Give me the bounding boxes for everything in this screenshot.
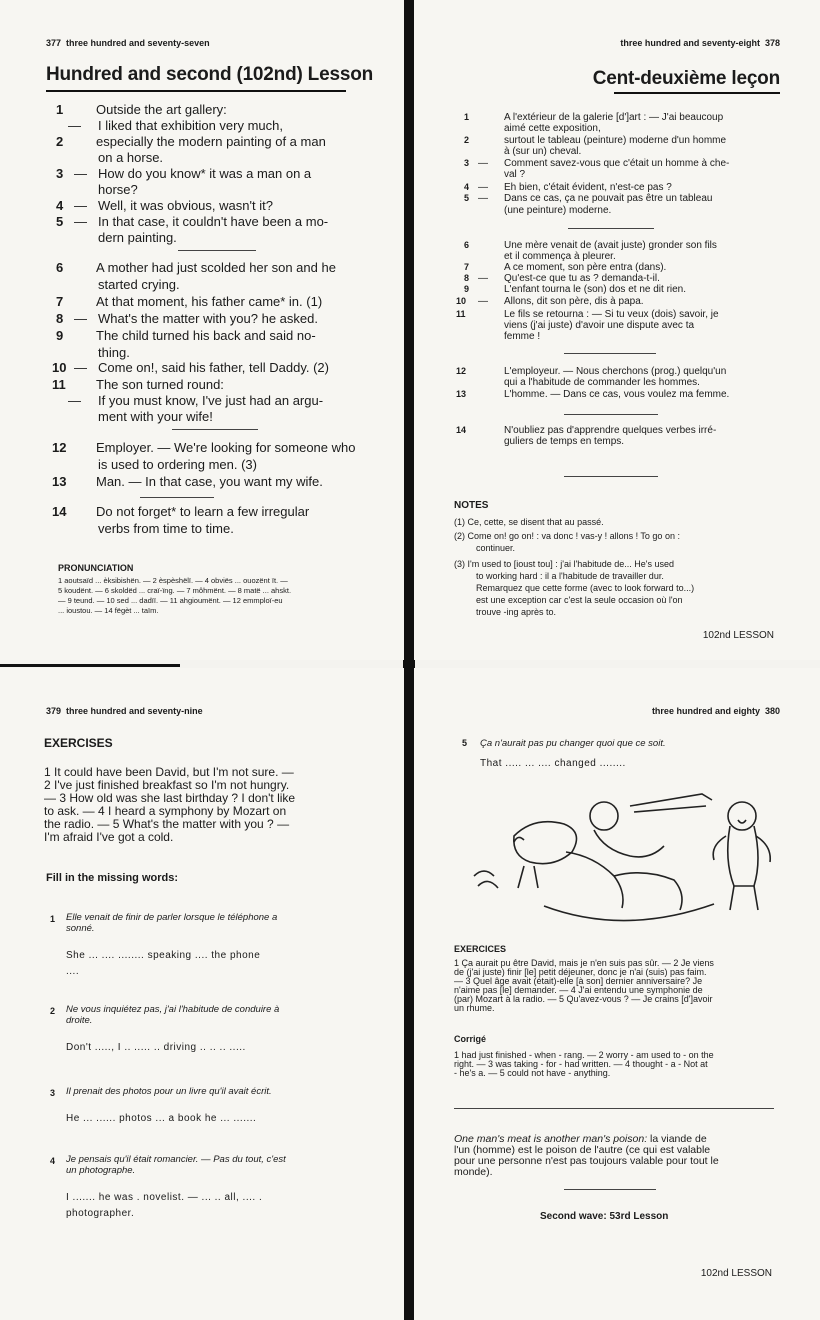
line-number: 5: [464, 193, 470, 203]
pronunciation-line: 5 koudënt. — 6 skoldëd ... craï-ïng. — 7 môhmënt. — 8 matë ... ahskt.: [58, 586, 292, 595]
exercice-line: — 3 Quel âge avait (était)-elle [à son] dernier anniversaire? Je: [454, 976, 703, 986]
item-question: Elle venait de finir de parler lorsque le téléphone a: [66, 912, 278, 923]
section-divider: [568, 228, 654, 229]
dialogue-line: aimé cette exposition,: [504, 123, 601, 134]
dialogue-line: started crying.: [98, 277, 180, 292]
line-number: 4: [56, 198, 64, 213]
item-number: 2: [50, 1006, 56, 1016]
line-number: 11: [456, 309, 466, 319]
page-footer: 102nd LESSON: [702, 630, 774, 641]
exercise-line: 1 It could have been David, but I'm not sure. —: [44, 765, 294, 779]
exercices-title: EXERCICES: [454, 944, 507, 954]
dialogue-line: thing.: [98, 345, 130, 360]
dialogue-dash: —: [74, 166, 87, 181]
item-question: sonné.: [66, 923, 95, 934]
dialogue-line: A mother had just scolded her son and he: [96, 260, 336, 275]
corrige-line: - he's a. — 5 could not have - anything.: [454, 1068, 611, 1078]
line-number: 6: [464, 240, 470, 250]
second-wave-note: Second wave: 53rd Lesson: [540, 1211, 669, 1222]
section-divider: [172, 429, 258, 430]
fill-in-title: Fill in the missing words:: [46, 872, 179, 884]
dialogue-dash: —: [74, 360, 87, 375]
exercise-line: 2 I've just finished breakfast so I'm not hungry.: [44, 778, 290, 792]
note-line: (3) I'm used to [ioust tou] : j'ai l'habitude de... He's used: [454, 559, 674, 569]
dialogue-line: et il commença à pleurer.: [504, 251, 616, 262]
line-number: 1: [56, 102, 64, 117]
dialogue-line: viens (j'ai juste) d'avoir une dispute avec ta: [504, 320, 695, 331]
dialogue-line: (une peinture) moderne.: [504, 205, 612, 216]
line-number: 5: [56, 214, 64, 229]
section-divider: [178, 250, 256, 251]
line-number: 8: [56, 311, 64, 326]
lesson-title: Hundred and second (102nd) Lesson: [46, 64, 374, 85]
dialogue-line: is used to ordering men. (3): [98, 457, 257, 472]
line-number: 13: [456, 389, 467, 399]
dialogue-line: A ce moment, son père entra (dans).: [504, 262, 667, 273]
dialogue-line: Man. — In that case, you want my wife.: [96, 474, 323, 489]
dialogue-dash: —: [68, 393, 81, 408]
note-line: (1) Ce, cette, se disent that au passé.: [454, 517, 604, 527]
dialogue-line: Employer. — We're looking for someone who: [96, 440, 356, 455]
dialogue-line: Le fils se retourna : — Si tu veux (dois) savoir, je: [504, 309, 719, 320]
cartoon-illustration: [454, 776, 794, 936]
dialogue-dash: —: [478, 158, 488, 169]
dialogue-dash: —: [478, 193, 488, 204]
line-number: 11: [52, 377, 66, 392]
line-number: 2: [56, 134, 64, 149]
exercice-line: de (j'ai juste) finir [le] petit déjeuner, donc je n'ai (suis) pas faim.: [454, 967, 707, 977]
item-answer-blank: He ... ...... photos ... a book he ... .......: [66, 1113, 257, 1124]
dialogue-line: Outside the art gallery:: [96, 102, 227, 117]
dialogue-line: femme !: [504, 331, 541, 342]
dialogue-line: guliers de temps en temps.: [504, 436, 625, 447]
note-line: continuer.: [476, 543, 516, 553]
dialogue-dash: —: [478, 182, 488, 193]
rider-head: [590, 802, 618, 830]
title-underline: [614, 92, 780, 94]
item-answer-blank: Don't ....., I .. ..... .. driving .. .. .. .....: [66, 1042, 246, 1053]
corrige-line: right. — 3 was taking - for - had written. — 4 thought - a - Not at: [454, 1059, 708, 1069]
section-divider: [564, 353, 656, 354]
section-divider: [454, 1108, 774, 1109]
line-number: 12: [52, 440, 67, 455]
dialogue-dash: —: [478, 273, 488, 284]
item-number: 5: [462, 738, 468, 748]
item-answer-blank: That ..... ... .... changed ........: [480, 758, 626, 769]
note-line: trouve -ing après to.: [476, 607, 557, 617]
exercice-line: (par) Mozart à la radio. — 5 Qu'avez-vous ? — Je crains [d']avoir: [454, 994, 713, 1004]
child-head: [728, 802, 756, 830]
line-number: 7: [464, 262, 470, 272]
exercise-line: I'm afraid I've got a cold.: [44, 830, 174, 844]
section-divider: [564, 476, 658, 477]
proverb-line: pour une personne n'est pas toujours valable pour tout le: [454, 1155, 719, 1167]
dialogue-line: Eh bien, c'était évident, n'est-ce pas ?: [504, 182, 672, 193]
item-question: Ça n'aurait pas pu changer quoi que ce soit.: [480, 738, 666, 749]
page-377: [0, 0, 404, 660]
dialogue-line: The son turned round:: [96, 377, 224, 392]
pronunciation-line: ... ioustou. — 14 fëgèt ... taïm.: [58, 606, 159, 615]
item-answer-blank: ....: [66, 966, 80, 977]
line-number: 8: [464, 273, 470, 283]
line-number: 3: [464, 158, 470, 168]
dialogue-line: Come on!, said his father, tell Daddy. (2): [98, 360, 329, 375]
dialogue-line: especially the modern painting of a man: [96, 134, 326, 149]
line-number: 9: [464, 284, 470, 294]
dialogue-line: N'oubliez pas d'apprendre quelques verbes irré-: [504, 425, 717, 436]
dialogue-line: L'homme. — Dans ce cas, vous voulez ma femme.: [504, 389, 730, 400]
exercice-line: n'aime pas [le] demander. — 4 J'ai entendu une symphonie de: [454, 985, 703, 995]
line-number: 4: [464, 182, 470, 192]
title-underline: [46, 90, 346, 92]
corrige-line: 1 had just finished - when - rang. — 2 worry - am used to - on the: [454, 1050, 714, 1060]
dialogue-line: on a horse.: [98, 150, 164, 165]
item-answer-blank: I ....... he was . novelist. — ... .. all, .... .: [66, 1192, 263, 1203]
dialogue-line: Qu'est-ce que tu as ? demanda-t-il.: [504, 273, 660, 284]
dialogue-line: In that case, it couldn't have been a mo-: [98, 214, 329, 229]
line-number: 2: [464, 135, 470, 145]
dialogue-line: horse?: [98, 182, 138, 197]
corrige-title: Corrigé: [454, 1034, 487, 1044]
exercises-title: EXERCISES: [44, 736, 113, 750]
dialogue-line: The child turned his back and said no-: [96, 328, 316, 343]
exercise-line: the radio. — 5 What's the matter with you ? —: [44, 817, 290, 831]
dialogue-dash: —: [74, 311, 87, 326]
page-footer: 102nd LESSON: [700, 1268, 772, 1279]
page-378: [414, 0, 820, 660]
dialogue-line: I liked that exhibition very much,: [98, 118, 283, 133]
dialogue-dash: —: [68, 118, 81, 133]
dialogue-line: qui a l'habitude de commander les hommes.: [504, 377, 700, 388]
item-number: 1: [50, 914, 56, 924]
proverb-line: One man's meat is another man's poison: la viande de: [454, 1133, 707, 1145]
item-question: Il prenait des photos pour un livre qu'il avait écrit.: [66, 1086, 272, 1097]
dialogue-line: At that moment, his father came* in. (1): [96, 294, 323, 309]
dialogue-line: If you must know, I've just had an argu-: [98, 393, 324, 408]
page-number: three hundred and seventy-eight 378: [620, 38, 780, 48]
line-number: 10: [52, 360, 67, 375]
pronunciation-title: PRONUNCIATION: [58, 563, 134, 573]
item-answer-blank: photographer.: [66, 1208, 135, 1219]
line-number: 3: [56, 166, 64, 181]
dialogue-line: val ?: [504, 169, 526, 180]
dialogue-line: Comment savez-vous que c'était un homme à che-: [504, 158, 730, 169]
item-number: 4: [50, 1156, 56, 1166]
dialogue-line: Well, it was obvious, wasn't it?: [98, 198, 273, 213]
line-number: 13: [52, 474, 67, 489]
dialogue-line: Do not forget* to learn a few irregular: [96, 504, 310, 519]
dialogue-line: Dans ce cas, ça ne pouvait pas être un tableau: [504, 193, 713, 204]
line-number: 14: [456, 425, 467, 435]
lesson-title: Cent-deuxième leçon: [592, 68, 780, 89]
page-number: 379 three hundred and seventy-nine: [46, 706, 203, 716]
item-question: un photographe.: [66, 1165, 136, 1176]
line-number: 10: [456, 296, 467, 306]
dialogue-line: ment with your wife!: [98, 409, 213, 424]
dialogue-line: Allons, dit son père, dis à papa.: [504, 296, 644, 307]
proverb-line: l'un (homme) est le poison de l'autre (ce qui est valable: [454, 1144, 711, 1156]
line-number: 9: [56, 328, 64, 343]
note-line: est une exception car c'est la seule occasion où l'on: [476, 595, 683, 605]
exercice-line: un rhume.: [454, 1003, 495, 1013]
dialogue-line: verbs from time to time.: [98, 521, 234, 536]
line-number: 12: [456, 366, 467, 376]
dialogue-line: surtout le tableau (peinture) moderne d'un homme: [504, 135, 727, 146]
item-question: Je pensais qu'il était romancier. — Pas du tout, c'est: [66, 1154, 286, 1165]
dialogue-dash: —: [74, 214, 87, 229]
page-379: [0, 668, 404, 1320]
section-divider: [564, 414, 658, 415]
exercice-line: 1 Ça aurait pu être David, mais je n'en suis pas sûr. — 2 Je viens: [454, 958, 714, 968]
note-line: (2) Come on! go on! : va donc ! vas-y ! allons ! To go on :: [454, 531, 680, 541]
notes-title: NOTES: [454, 500, 489, 511]
section-divider: [140, 497, 214, 498]
line-number: 14: [52, 504, 67, 519]
page-380: [414, 668, 820, 1320]
dialogue-dash: —: [74, 198, 87, 213]
horse-head: [514, 822, 577, 864]
note-line: to working hard : il a l'habitude de travailler dur.: [476, 571, 664, 581]
dialogue-line: dern painting.: [98, 230, 177, 245]
dialogue-line: What's the matter with you? he asked.: [98, 311, 318, 326]
line-number: 7: [56, 294, 64, 309]
section-divider: [564, 1189, 656, 1190]
exercise-line: to ask. — 4 I heard a symphony by Mozart on: [44, 804, 287, 818]
proverb-line: monde).: [454, 1166, 493, 1178]
page-separator: [0, 664, 180, 667]
dialogue-line: A l'extérieur de la galerie [d']art : — J'ai beaucoup: [504, 112, 724, 123]
note-line: Remarquez que cette forme (avec to look forward to...): [476, 583, 695, 593]
dialogue-line: à (sur un) cheval.: [504, 146, 582, 157]
pronunciation-line: — 9 teund. — 10 sed ... dadïï. — 11 ahgioumënt. — 12 emmploï-eu: [58, 596, 283, 605]
dialogue-line: How do you know* it was a man on a: [98, 166, 312, 181]
item-question: Ne vous inquiétez pas, j'ai l'habitude de conduire à: [66, 1004, 280, 1015]
item-question: droite.: [66, 1015, 93, 1026]
item-number: 3: [50, 1088, 56, 1098]
dialogue-dash: —: [478, 296, 488, 307]
line-number: 1: [464, 112, 470, 122]
dialogue-line: L'employeur. — Nous cherchons (prog.) quelqu'un: [504, 366, 727, 377]
page-number: 377 three hundred and seventy-seven: [46, 38, 210, 48]
page-number: three hundred and eighty 380: [651, 706, 780, 716]
item-answer-blank: She ... .... ........ speaking .... the phone: [66, 950, 261, 961]
dialogue-line: L'enfant tourna le (son) dos et ne dit rien.: [504, 284, 687, 295]
line-number: 6: [56, 260, 64, 275]
exercise-line: — 3 How old was she last birthday ? I don't like: [44, 791, 296, 805]
dialogue-line: Une mère venait de (avait juste) gronder son fils: [504, 240, 717, 251]
rocker: [544, 904, 714, 921]
pronunciation-line: 1 aoutsaïd ... èksibishën. — 2 èspèshëlï. — 4 obviës ... ouozënt ït. —: [58, 576, 288, 585]
